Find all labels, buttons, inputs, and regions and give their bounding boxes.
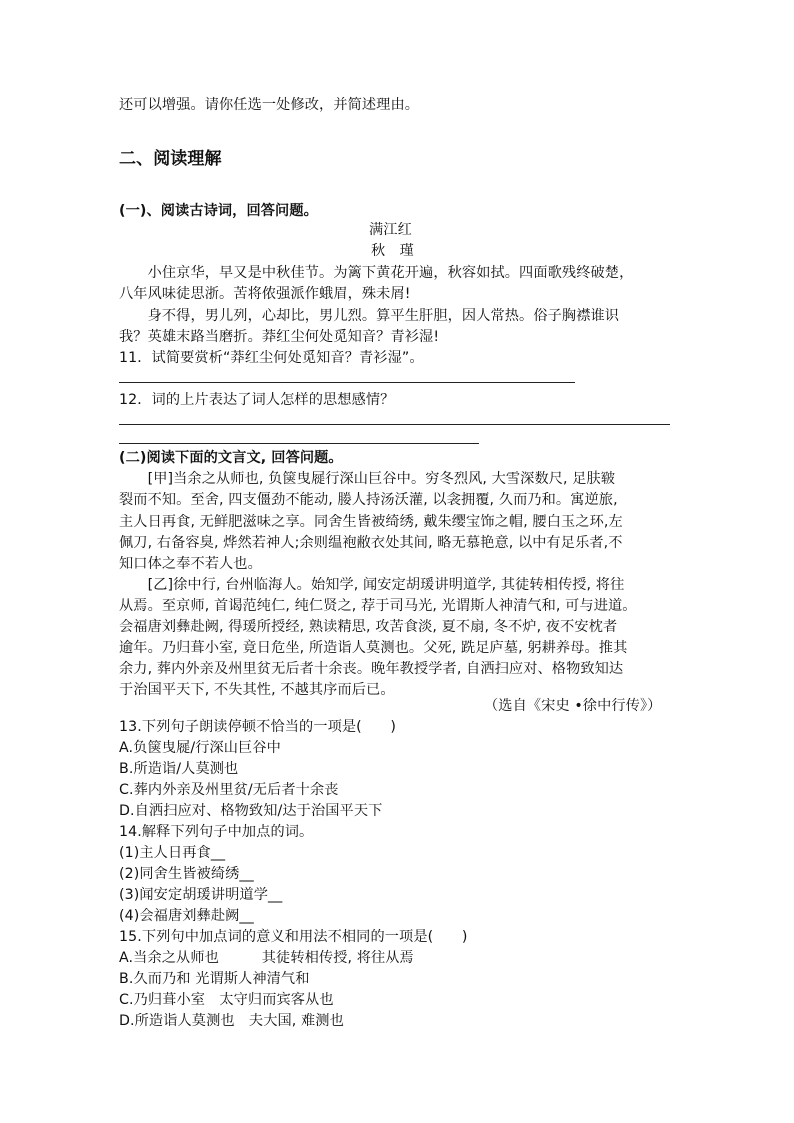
passage-jia-line: 知口体之奉不若人也。 (119, 556, 262, 572)
answer-line-12a (119, 424, 670, 425)
passage-yi-line: 会福唐刘彝赴阙, 得瑗所授经, 熟读精思, 攻苦食淡, 夏不扇, 冬不炉, 夜不安枕者 (119, 619, 618, 635)
item-14-3: (3)闻安定胡瑗讲明道学__ (119, 887, 283, 903)
option-15b: B.久而乃和 光谓斯人神清气和 (119, 971, 310, 987)
passage-yi-line: 余力, 葬内外亲及州里贫无后者十余丧。晚年教授学者, 自洒扫应对、格物致知达 (119, 661, 624, 677)
part2-heading: (二)阅读下面的文言文, 回答问题。 (119, 450, 343, 466)
passage-jia-line: 佩刀, 右备容臭, 烨然若神人;余则缊袍敝衣处其间, 略无慕艳意, 以中有足乐者,不 (119, 535, 623, 551)
section-title: 二、阅读理解 (119, 149, 222, 169)
answer-line-12b (119, 443, 479, 444)
question-13: 13.下列句子朗读停顿不恰当的一项是( ) (119, 719, 397, 735)
question-12: 12．词的上片表达了词人怎样的思想感情？ (119, 392, 395, 408)
option-13c: C.葬内外亲及州里贫/无后者十余丧 (119, 782, 339, 798)
passage-jia-line: [甲]当余之从师也, 负箧曳屣行深山巨谷中。穷冬烈风, 大雪深数尺, 足肤皲 (119, 471, 616, 487)
part1-heading: (一)、阅读古诗词，回答问题。 (119, 203, 318, 219)
option-13a: A.负箧曳屣/行深山巨谷中 (119, 740, 281, 756)
poem-line: 身不得，男儿列，心却比，男儿烈。算平生肝胆，因人常热。俗子胸襟谁识 (119, 308, 620, 324)
item-14-1: (1)主人日再食__ (119, 845, 226, 861)
item-14-4: (4)会福唐刘彝赴阙__ (119, 908, 254, 924)
option-15a: A.当余之从师也 其徒转相传授, 将往从焉 (119, 950, 414, 966)
question-11: 11．试简要赏析“莽红尘何处觅知音？青衫湿”。 (119, 350, 424, 366)
passage-jia-line: 主人日再食, 无鲜肥滋味之享。同舍生皆被绮绣, 戴朱缨宝饰之帽, 腰白玉之环,左 (119, 514, 623, 530)
option-15c: C.乃归葺小室 太守归而宾客从也 (119, 992, 334, 1008)
poem-line: 八年风味徒思浙。苦将侬强派作蛾眉，殊未屑! (119, 286, 411, 302)
answer-line-11 (119, 382, 575, 383)
passage-source: （选自《宋史 •徐中行传》） (484, 698, 662, 714)
option-13d: D.自洒扫应对、格物致知/达于治国平天下 (119, 803, 383, 819)
poem-line: 小住京华，早又是中秋佳节。为篱下黄花开遍，秋容如拭。四面歌残终破楚， (119, 265, 634, 281)
poem-line: 我？英雄末路当磨折。莽红尘何处觅知音？青衫湿! (119, 329, 440, 345)
poem-author: 秋 瑾 (371, 243, 414, 259)
poem-title: 满江红 (369, 222, 412, 238)
option-15d: D.所造诣人莫测也 夫大国, 难测也 (119, 1013, 344, 1029)
passage-yi-line: 从焉。至京师, 首谒范纯仁, 纯仁贤之, 荐于司马光, 光谓斯人神清气和, 可与进道。 (119, 598, 637, 614)
option-13b: B.所造诣/人莫测也 (119, 761, 239, 777)
question-14: 14.解释下列句子中加点的词。 (119, 824, 314, 840)
question-15: 15.下列句中加点词的意义和用法不相同的一项是( ) (119, 929, 468, 945)
intro-line: 还可以增强。请你任选一处修改，并简述理由。 (119, 97, 420, 113)
passage-jia-line: 裂而不知。至舍, 四支僵劲不能动, 媵人持汤沃灌, 以衾拥覆, 久而乃和。寓逆旅, (119, 492, 618, 508)
passage-yi-line: 逾年。乃归葺小室, 竟日危坐, 所造诣人莫测也。父死, 跣足庐墓, 躬耕养母。推其 (119, 640, 628, 656)
passage-yi-line: [乙]徐中行, 台州临海人。始知学, 闻安定胡瑗讲明道学, 其徒转相传授, 将往 (119, 577, 625, 593)
passage-yi-line: 于治国平天下, 不失其性, 不越其序而后已。 (119, 682, 395, 698)
item-14-2: (2)同舍生皆被绮绣__ (119, 866, 254, 882)
